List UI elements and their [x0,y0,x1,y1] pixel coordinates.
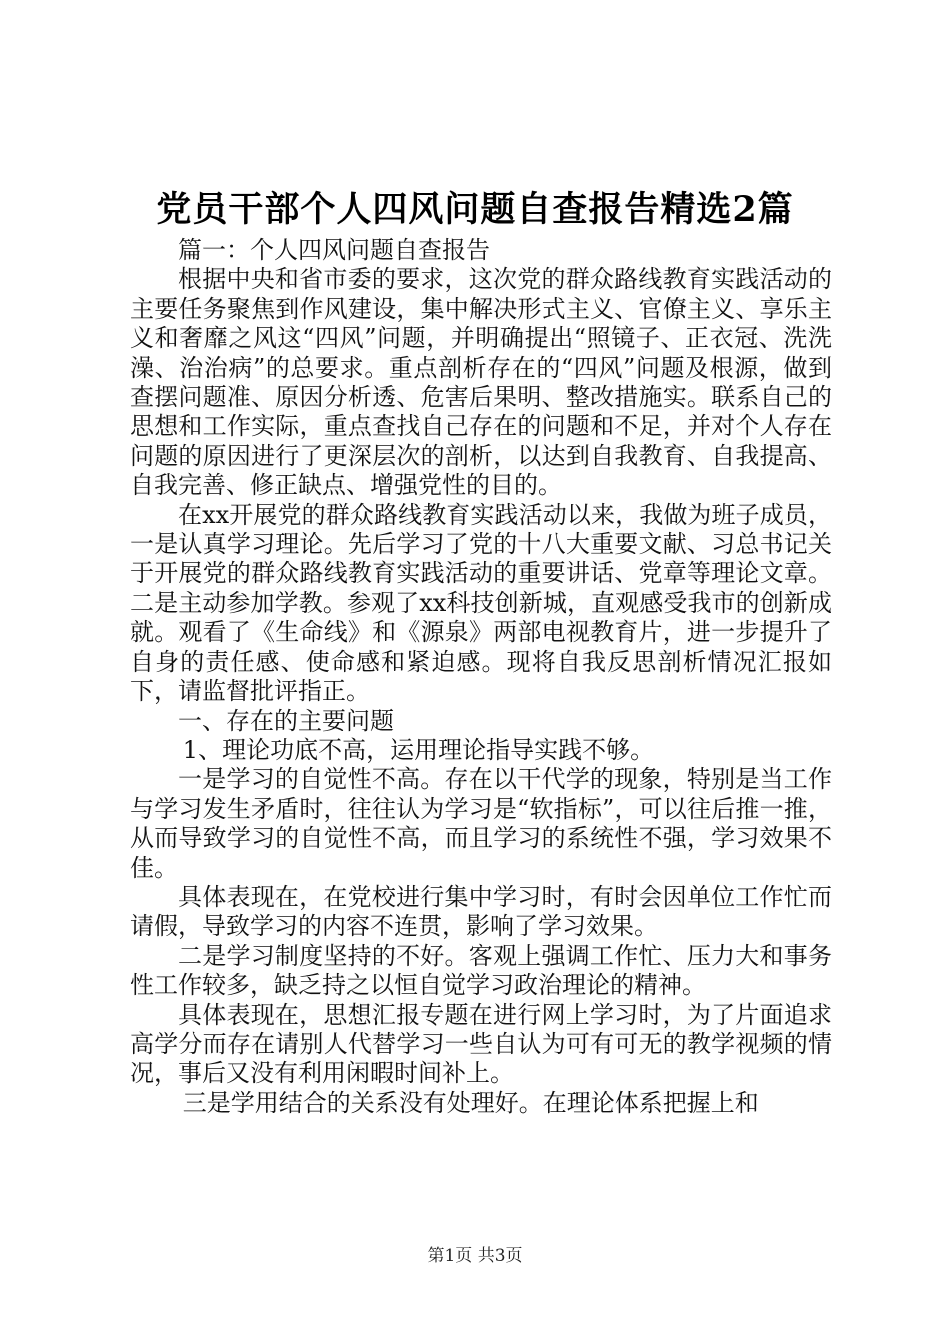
page-footer: 第1页 共3页 [427,1246,523,1266]
document-body [130,236,832,1118]
paragraph: 二是学习制度坚持的不好。客观上强调工作忙、压力大和事务性工作较多，缺乏持之以恒自觉学习政治理论的精神。 [130,941,832,1000]
subsection-heading-theory: 1、理论功底不高，运用理论指导实践不够。 [182,735,655,764]
document-title: 党员干部个人四风问题自查报告精选2篇 [156,189,794,230]
section-heading-main-problems: 一、存在的主要问题 [178,706,394,735]
paragraph: 一是学习的自觉性不高。存在以干代学的现象，特别是当工作与学习发生矛盾时，往往认为学习是“软指标”，可以往后推一推，从而导致学习的自觉性不高，而且学习的系统性不强，学习效果不佳。 [130,765,832,882]
paragraph: 在xx开展党的群众路线教育实践活动以来，我做为班子成员，一是认真学习理论。先后学习了党的十八大重要文献、习总书记关于开展党的群众路线教育实践活动的重要讲话、党章等理论文章。二是主动参加学教。参观了xx科技创新城，直观感受我市的创新成就。观看了《生命线》和《源泉》两部电视教育片，进一步提升了自身的责任感、使命感和紧迫感。现将自我反思剖析情况汇报如下，请监督批评指正。 [130,500,832,706]
paragraph: 具体表现在，在党校进行集中学习时，有时会因单位工作忙而请假，导致学习的内容不连贯，影响了学习效果。 [130,882,832,941]
section-heading-article-one: 篇一：个人四风问题自查报告 [178,236,490,264]
paragraph: 三是学用结合的关系没有处理好。在理论体系把握上和 [182,1088,759,1117]
paragraph: 根据中央和省市委的要求，这次党的群众路线教育实践活动的主要任务聚焦到作风建设，集中解决形式主义、官僚主义、享乐主义和奢靡之风这“四风”问题，并明确提出“照镜子、正衣冠、洗洗澡、治治病”的总要求。重点剖析存在的“四风”问题及根源，做到查摆问题准、原因分析透、危害后果明、整改措施实。联系自己的思想和工作实际，重点查找自己存在的问题和不足，并对个人存在问题的原因进行了更深层次的剖析，以达到自我教育、自我提高、自我完善、修正缺点、增强党性的目的。 [130,265,832,500]
paragraph: 具体表现在，思想汇报专题在进行网上学习时，为了片面追求高学分而存在请别人代替学习一些自认为可有可无的教学视频的情况，事后又没有利用闲暇时间补上。 [130,1000,832,1088]
